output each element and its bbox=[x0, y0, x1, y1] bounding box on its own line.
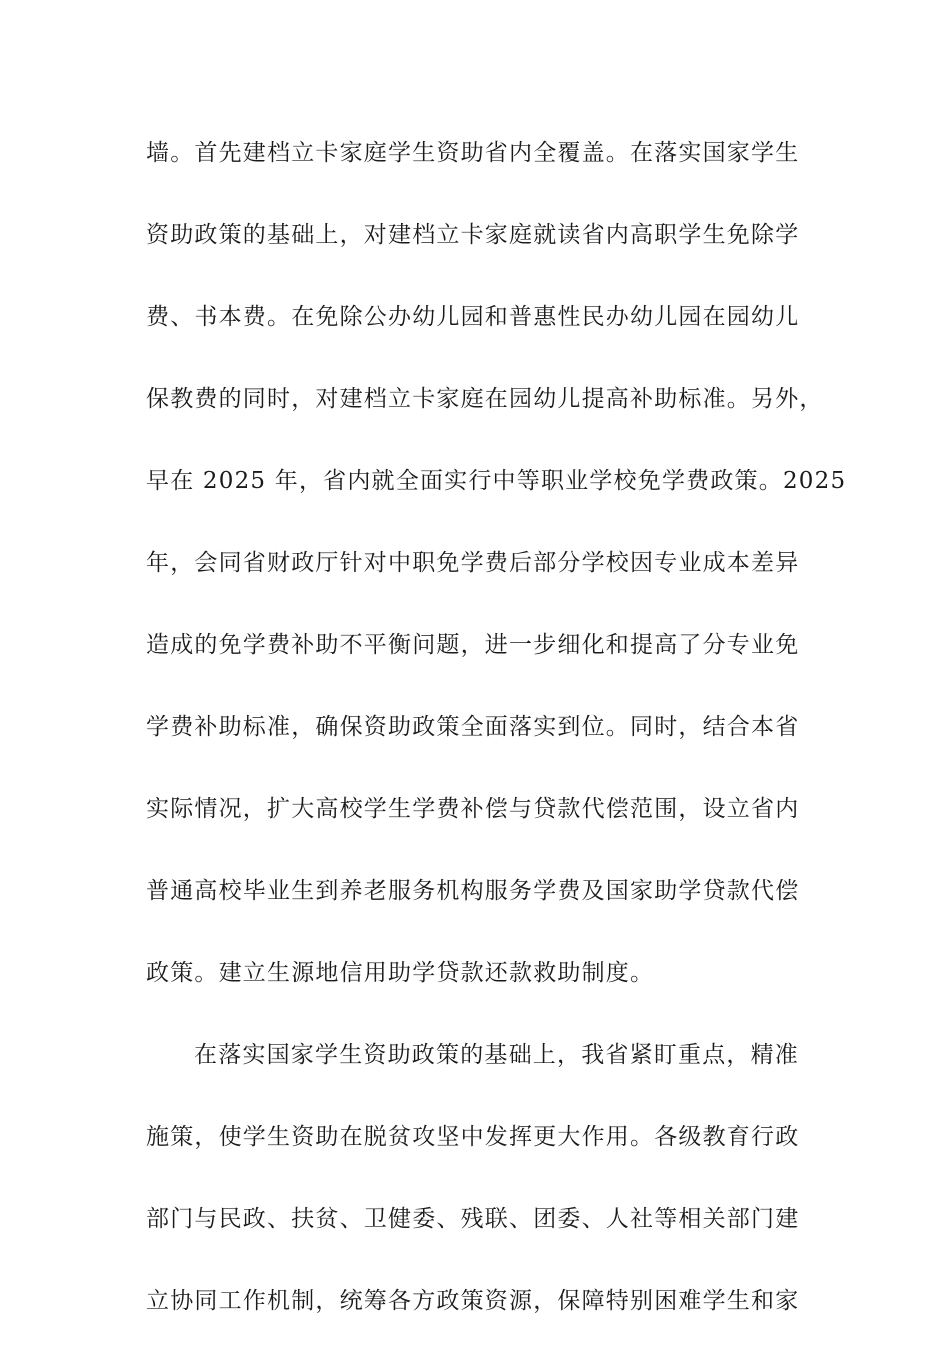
document-body bbox=[146, 127, 847, 1357]
paragraph-1-line-8: 学费补助标准，确保资助政策全面落实到位。同时，结合本省 bbox=[146, 714, 800, 740]
paragraph-1-line-9: 实际情况，扩大高校学生学费补偿与贷款代偿范围，设立省内 bbox=[146, 796, 800, 822]
paragraph-1-line-10: 普通高校毕业生到养老服务机构服务学费及国家助学贷款代偿 bbox=[146, 878, 800, 904]
paragraph-1-line-5: 早在 2025 年，省内就全面实行中等职业学校免学费政策。2025 bbox=[146, 468, 847, 494]
paragraph-1-line-3: 费、书本费。在免除公办幼儿园和普惠性民办幼儿园在园幼儿 bbox=[146, 304, 800, 330]
paragraph-2-line-1: 在落实国家学生资助政策的基础上，我省紧盯重点，精准 bbox=[194, 1042, 799, 1068]
paragraph-2-line-4: 立协同工作机制，统筹各方政策资源，保障特别困难学生和家 bbox=[146, 1288, 800, 1314]
paragraph-1-line-1: 墙。首先建档立卡家庭学生资助省内全覆盖。在落实国家学生 bbox=[146, 140, 800, 166]
paragraph-1-line-11: 政策。建立生源地信用助学贷款还款救助制度。 bbox=[146, 960, 655, 986]
paragraph-1-line-4: 保教费的同时，对建档立卡家庭在园幼儿提高补助标准。另外， bbox=[146, 386, 824, 412]
paragraph-1-line-6: 年，会同省财政厅针对中职免学费后部分学校因专业成本差异 bbox=[146, 550, 800, 576]
paragraph-1-line-2: 资助政策的基础上，对建档立卡家庭就读省内高职学生免除学 bbox=[146, 222, 800, 248]
paragraph-2-line-3: 部门与民政、扶贫、卫健委、残联、团委、人社等相关部门建 bbox=[146, 1206, 800, 1232]
paragraph-2-line-2: 施策，使学生资助在脱贫攻坚中发挥更大作用。各级教育行政 bbox=[146, 1124, 800, 1150]
paragraph-1-line-7: 造成的免学费补助不平衡问题，进一步细化和提高了分专业免 bbox=[146, 632, 800, 658]
